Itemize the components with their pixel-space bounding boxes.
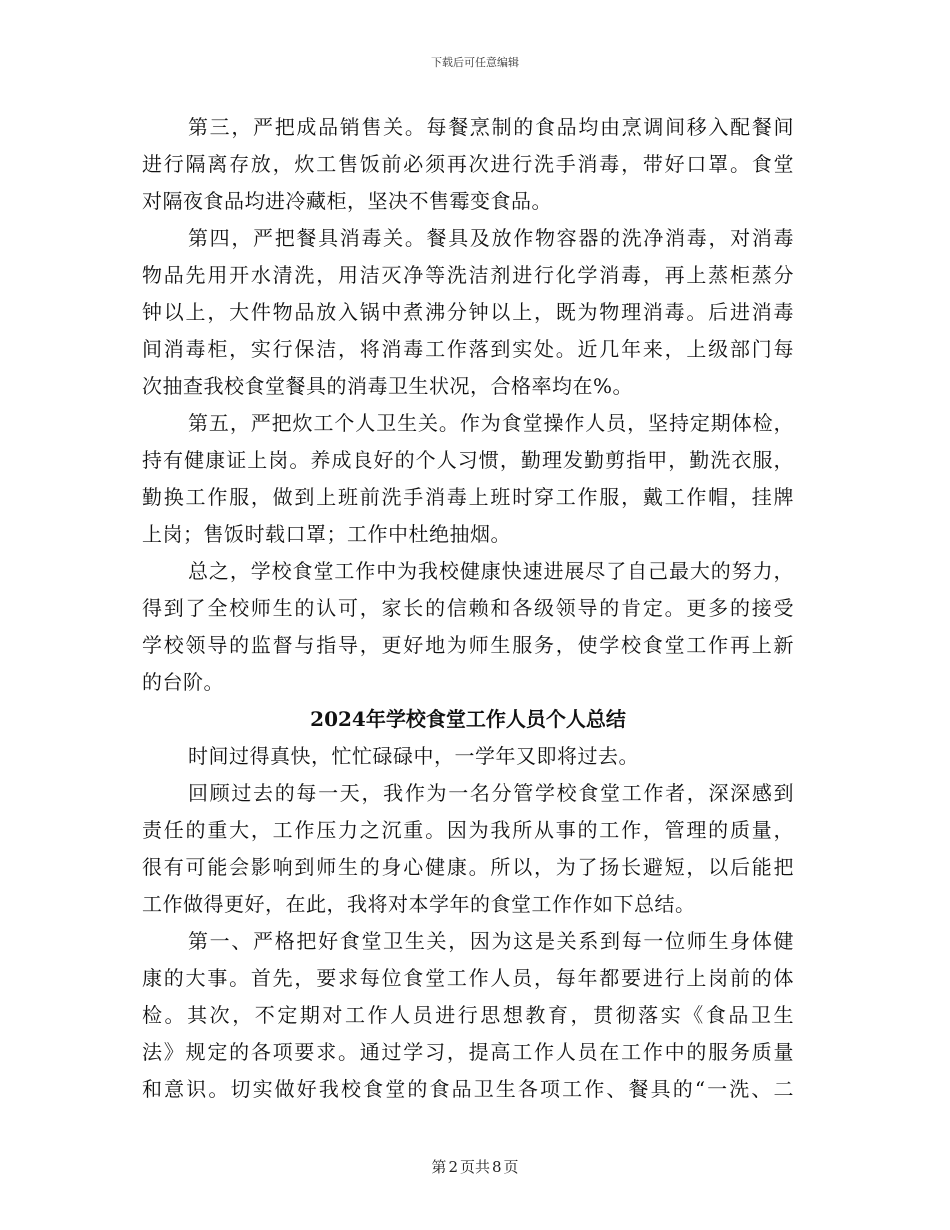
paragraph-line: 总之，学校食堂工作中为我校健康快速进展尽了自己最大的努力， [188, 559, 794, 583]
paragraph-line: 第五，严把炊工个人卫生关。作为食堂操作人员，坚持定期体检， [188, 411, 794, 435]
paragraph-line: 的台阶。 [142, 670, 224, 694]
paragraph-line: 钟以上，大件物品放入锅中煮沸分钟以上，既为物理消毒。后进消毒 [142, 300, 794, 324]
section-title: 2024年学校食堂工作人员个人总结 [310, 707, 626, 731]
paragraph-line: 第一、严格把好食堂卫生关，因为这是关系到每一位师生身体健 [188, 929, 794, 953]
footer-prefix: 第 [431, 1158, 447, 1176]
paragraph-line: 第三，严把成品销售关。每餐烹制的食品均由烹调间移入配餐间 [188, 115, 794, 139]
paragraph-line: 持有健康证上岗。养成良好的个人习惯，勤理发勤剪指甲，勤洗衣服， [142, 448, 794, 472]
footer-total-pages: 8 [492, 1158, 502, 1176]
page-footer [0, 1156, 950, 1177]
footer-page-number: 2 [448, 1158, 458, 1176]
paragraph-line: 学校领导的监督与指导，更好地为师生服务，使学校食堂工作再上新 [142, 633, 794, 657]
paragraph-line: 法》规定的各项要求。通过学习，提高工作人员在工作中的服务质量 [142, 1040, 794, 1064]
paragraph-line: 物品先用开水清洗，用洁灭净等洗洁剂进行化学消毒，再上蒸柜蒸分 [142, 263, 794, 287]
page-header-note: 下载后可任意编辑 [431, 56, 519, 69]
document-body [142, 109, 794, 1108]
paragraph-line: 回顾过去的每一天，我作为一名分管学校食堂工作者，深深感到 [188, 781, 794, 805]
paragraph-line: 时间过得真快，忙忙碌碌中，一学年又即将过去。 [188, 744, 639, 768]
paragraph-line: 次抽查我校食堂餐具的消毒卫生状况，合格率均在%。 [142, 374, 634, 398]
paragraph-line: 和意识。切实做好我校食堂的食品卫生各项工作、餐具的“一洗、二 [142, 1077, 794, 1101]
paragraph-line: 勤换工作服，做到上班前洗手消毒上班时穿工作服，戴工作帽，挂牌 [142, 485, 794, 509]
paragraph-line: 得到了全校师生的认可，家长的信赖和各级领导的肯定。更多的接受 [142, 596, 794, 620]
paragraph-line: 进行隔离存放，炊工售饭前必须再次进行洗手消毒，带好口罩。食堂 [142, 152, 794, 176]
paragraph-line: 上岗；售饭时载口罩；工作中杜绝抽烟。 [142, 522, 511, 546]
paragraph-line: 检。其次，不定期对工作人员进行思想教育，贯彻落实《食品卫生 [142, 1003, 794, 1027]
paragraph-line: 责任的重大，工作压力之沉重。因为我所从事的工作，管理的质量， [142, 818, 794, 842]
paragraph-line: 第四，严把餐具消毒关。餐具及放作物容器的洗净消毒，对消毒 [188, 226, 794, 250]
paragraph-line: 工作做得更好，在此，我将对本学年的食堂工作作如下总结。 [142, 892, 696, 916]
paragraph-line: 对隔夜食品均进冷藏柜，坚决不售霉变食品。 [142, 189, 552, 213]
footer-suffix: 页 [503, 1158, 519, 1176]
paragraph-line: 很有可能会影响到师生的身心健康。所以，为了扬长避短，以后能把 [142, 855, 794, 879]
footer-middle: 页共 [459, 1158, 490, 1176]
paragraph-line: 间消毒柜，实行保洁，将消毒工作落到实处。近几年来，上级部门每 [142, 337, 794, 361]
paragraph-line: 康的大事。首先，要求每位食堂工作人员，每年都要进行上岗前的体 [142, 966, 794, 990]
